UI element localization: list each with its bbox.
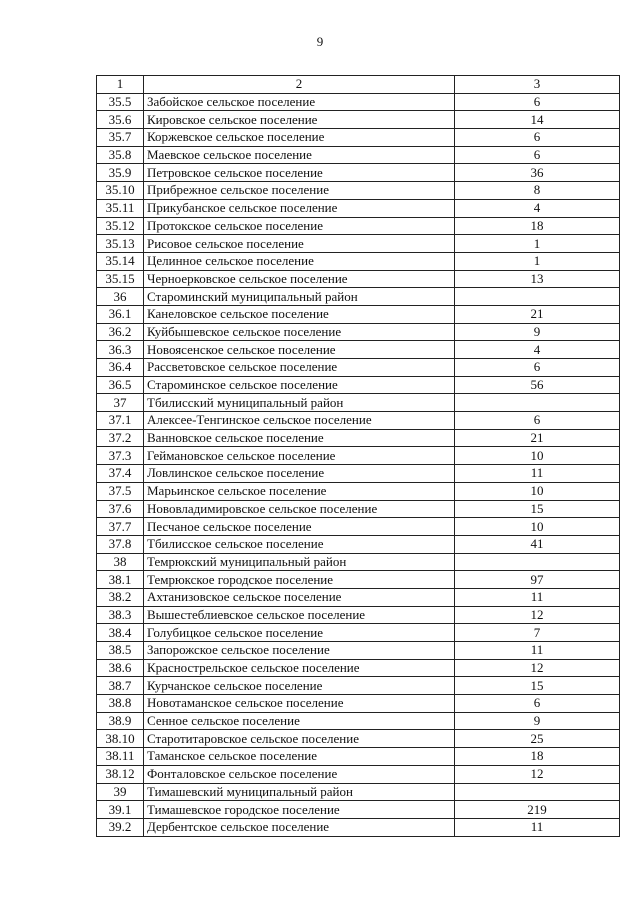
table-row xyxy=(97,571,620,589)
row-value-cell: 21 xyxy=(455,305,620,323)
table-row xyxy=(97,359,620,377)
row-value-cell: 97 xyxy=(455,571,620,589)
row-name-cell: Нововладимировское сельское поселение xyxy=(144,500,455,518)
row-value-cell: 10 xyxy=(455,447,620,465)
table-row xyxy=(97,182,620,200)
row-value-cell: 6 xyxy=(455,93,620,111)
row-name-cell: Запорожское сельское поселение xyxy=(144,642,455,660)
row-name-cell: Петровское сельское поселение xyxy=(144,164,455,182)
row-value-cell: 11 xyxy=(455,818,620,836)
table-row xyxy=(97,93,620,111)
table-row xyxy=(97,730,620,748)
table-row xyxy=(97,412,620,430)
row-value-cell: 15 xyxy=(455,500,620,518)
table-row xyxy=(97,748,620,766)
table-row xyxy=(97,376,620,394)
row-value-cell: 10 xyxy=(455,482,620,500)
row-value-cell: 7 xyxy=(455,624,620,642)
row-number-cell: 35.10 xyxy=(97,182,144,200)
table-row xyxy=(97,500,620,518)
row-value-cell: 11 xyxy=(455,642,620,660)
district-row xyxy=(97,553,620,571)
row-name-cell: Староминский муниципальный район xyxy=(144,288,455,306)
row-value-cell: 11 xyxy=(455,465,620,483)
table-row xyxy=(97,588,620,606)
row-number-cell: 35.14 xyxy=(97,252,144,270)
row-name-cell: Алексее-Тенгинское сельское поселение xyxy=(144,412,455,430)
row-value-cell: 4 xyxy=(455,199,620,217)
table-row xyxy=(97,606,620,624)
row-number-cell: 35.7 xyxy=(97,129,144,147)
row-value-cell: 1 xyxy=(455,252,620,270)
row-number-cell: 38.1 xyxy=(97,571,144,589)
row-name-cell: Геймановское сельское поселение xyxy=(144,447,455,465)
row-number-cell: 36.2 xyxy=(97,323,144,341)
table-row xyxy=(97,624,620,642)
row-value-cell: 25 xyxy=(455,730,620,748)
row-number-cell: 37.8 xyxy=(97,535,144,553)
row-number-cell: 38.7 xyxy=(97,677,144,695)
row-name-cell: Темрюкский муниципальный район xyxy=(144,553,455,571)
table-row xyxy=(97,323,620,341)
table-row xyxy=(97,164,620,182)
settlements-table xyxy=(96,75,620,837)
table-row xyxy=(97,129,620,147)
row-name-cell: Дербентское сельское поселение xyxy=(144,818,455,836)
table-row xyxy=(97,111,620,129)
district-row xyxy=(97,783,620,801)
row-value-cell: 219 xyxy=(455,801,620,819)
row-value-cell: 12 xyxy=(455,765,620,783)
row-number-cell: 38 xyxy=(97,553,144,571)
table-row xyxy=(97,659,620,677)
row-number-cell: 37.7 xyxy=(97,518,144,536)
row-value-cell: 6 xyxy=(455,695,620,713)
row-name-cell: Ловлинское сельское поселение xyxy=(144,465,455,483)
table-row xyxy=(97,465,620,483)
row-value-cell: 41 xyxy=(455,535,620,553)
row-name-cell: Канеловское сельское поселение xyxy=(144,305,455,323)
row-name-cell: Коржевское сельское поселение xyxy=(144,129,455,147)
row-value-cell: 4 xyxy=(455,341,620,359)
row-value-cell: 6 xyxy=(455,146,620,164)
row-number-cell: 37.3 xyxy=(97,447,144,465)
column-header-name: 2 xyxy=(144,76,455,94)
table-row xyxy=(97,535,620,553)
table-row xyxy=(97,199,620,217)
row-number-cell: 38.9 xyxy=(97,712,144,730)
row-name-cell: Черноерковское сельское поселение xyxy=(144,270,455,288)
row-number-cell: 39.1 xyxy=(97,801,144,819)
row-value-cell: 15 xyxy=(455,677,620,695)
row-value-cell: 12 xyxy=(455,659,620,677)
row-name-cell: Вышестеблиевское сельское поселение xyxy=(144,606,455,624)
row-number-cell: 36.3 xyxy=(97,341,144,359)
row-name-cell: Старотитаровское сельское поселение xyxy=(144,730,455,748)
row-name-cell: Новотаманское сельское поселение xyxy=(144,695,455,713)
row-name-cell: Тбилисский муниципальный район xyxy=(144,394,455,412)
row-value-cell: 14 xyxy=(455,111,620,129)
row-name-cell: Ахтанизовское сельское поселение xyxy=(144,588,455,606)
row-value-cell: 6 xyxy=(455,129,620,147)
row-number-cell: 36.1 xyxy=(97,305,144,323)
row-number-cell: 35.12 xyxy=(97,217,144,235)
row-name-cell: Ванновское сельское поселение xyxy=(144,429,455,447)
row-name-cell: Таманское сельское поселение xyxy=(144,748,455,766)
table-row xyxy=(97,429,620,447)
row-value-cell: 12 xyxy=(455,606,620,624)
row-number-cell: 35.8 xyxy=(97,146,144,164)
table-row xyxy=(97,801,620,819)
page-number: 9 xyxy=(316,34,324,49)
column-header-value: 3 xyxy=(455,76,620,94)
row-value-cell: 9 xyxy=(455,323,620,341)
row-value-cell: 18 xyxy=(455,217,620,235)
row-value-cell: 9 xyxy=(455,712,620,730)
row-value-cell xyxy=(455,553,620,571)
table-row xyxy=(97,712,620,730)
row-value-cell xyxy=(455,394,620,412)
table-body xyxy=(97,76,620,837)
column-header-number: 1 xyxy=(97,76,144,94)
row-name-cell: Целинное сельское поселение xyxy=(144,252,455,270)
table-row xyxy=(97,146,620,164)
row-name-cell: Краснострельское сельское поселение xyxy=(144,659,455,677)
table-row xyxy=(97,447,620,465)
row-number-cell: 36.5 xyxy=(97,376,144,394)
row-number-cell: 38.8 xyxy=(97,695,144,713)
table-row xyxy=(97,518,620,536)
row-value-cell xyxy=(455,288,620,306)
row-value-cell: 8 xyxy=(455,182,620,200)
row-value-cell xyxy=(455,783,620,801)
row-name-cell: Марьинское сельское поселение xyxy=(144,482,455,500)
row-name-cell: Тимашевский муниципальный район xyxy=(144,783,455,801)
row-number-cell: 36 xyxy=(97,288,144,306)
row-name-cell: Песчаное сельское поселение xyxy=(144,518,455,536)
row-name-cell: Сенное сельское поселение xyxy=(144,712,455,730)
row-name-cell: Маевское сельское поселение xyxy=(144,146,455,164)
row-name-cell: Рисовое сельское поселение xyxy=(144,235,455,253)
row-number-cell: 35.15 xyxy=(97,270,144,288)
row-name-cell: Протокское сельское поселение xyxy=(144,217,455,235)
row-number-cell: 35.5 xyxy=(97,93,144,111)
table-row xyxy=(97,217,620,235)
row-number-cell: 38.5 xyxy=(97,642,144,660)
table-row xyxy=(97,341,620,359)
row-number-cell: 35.9 xyxy=(97,164,144,182)
table-row xyxy=(97,270,620,288)
table-row xyxy=(97,677,620,695)
row-value-cell: 10 xyxy=(455,518,620,536)
row-name-cell: Кировское сельское поселение xyxy=(144,111,455,129)
table-row xyxy=(97,482,620,500)
table-row xyxy=(97,235,620,253)
row-name-cell: Курчанское сельское поселение xyxy=(144,677,455,695)
row-name-cell: Фонталовское сельское поселение xyxy=(144,765,455,783)
row-value-cell: 36 xyxy=(455,164,620,182)
row-number-cell: 38.2 xyxy=(97,588,144,606)
row-number-cell: 37.4 xyxy=(97,465,144,483)
row-value-cell: 11 xyxy=(455,588,620,606)
row-number-cell: 35.6 xyxy=(97,111,144,129)
row-number-cell: 37.5 xyxy=(97,482,144,500)
row-number-cell: 38.10 xyxy=(97,730,144,748)
table-row xyxy=(97,818,620,836)
table-row xyxy=(97,765,620,783)
row-number-cell: 39.2 xyxy=(97,818,144,836)
row-name-cell: Тбилисское сельское поселение xyxy=(144,535,455,553)
row-number-cell: 38.12 xyxy=(97,765,144,783)
row-value-cell: 13 xyxy=(455,270,620,288)
row-number-cell: 37.6 xyxy=(97,500,144,518)
row-name-cell: Голубицкое сельское поселение xyxy=(144,624,455,642)
row-name-cell: Темрюкское городское поселение xyxy=(144,571,455,589)
row-name-cell: Прикубанское сельское поселение xyxy=(144,199,455,217)
row-number-cell: 38.3 xyxy=(97,606,144,624)
row-name-cell: Куйбышевское сельское поселение xyxy=(144,323,455,341)
row-number-cell: 35.13 xyxy=(97,235,144,253)
row-number-cell: 38.6 xyxy=(97,659,144,677)
row-value-cell: 1 xyxy=(455,235,620,253)
row-number-cell: 36.4 xyxy=(97,359,144,377)
row-number-cell: 35.11 xyxy=(97,199,144,217)
row-name-cell: Прибрежное сельское поселение xyxy=(144,182,455,200)
table-row xyxy=(97,642,620,660)
row-number-cell: 38.11 xyxy=(97,748,144,766)
row-value-cell: 6 xyxy=(455,359,620,377)
row-value-cell: 56 xyxy=(455,376,620,394)
row-number-cell: 37.2 xyxy=(97,429,144,447)
row-value-cell: 18 xyxy=(455,748,620,766)
row-name-cell: Забойское сельское поселение xyxy=(144,93,455,111)
row-name-cell: Новоясенское сельское поселение xyxy=(144,341,455,359)
row-name-cell: Староминское сельское поселение xyxy=(144,376,455,394)
row-number-cell: 37 xyxy=(97,394,144,412)
row-number-cell: 38.4 xyxy=(97,624,144,642)
table-row xyxy=(97,695,620,713)
district-row xyxy=(97,394,620,412)
district-row xyxy=(97,288,620,306)
table-header-row xyxy=(97,76,620,94)
row-number-cell: 37.1 xyxy=(97,412,144,430)
row-value-cell: 21 xyxy=(455,429,620,447)
row-name-cell: Тимашевское городское поселение xyxy=(144,801,455,819)
table-row xyxy=(97,252,620,270)
table-row xyxy=(97,305,620,323)
row-value-cell: 6 xyxy=(455,412,620,430)
row-name-cell: Рассветовское сельское поселение xyxy=(144,359,455,377)
row-number-cell: 39 xyxy=(97,783,144,801)
